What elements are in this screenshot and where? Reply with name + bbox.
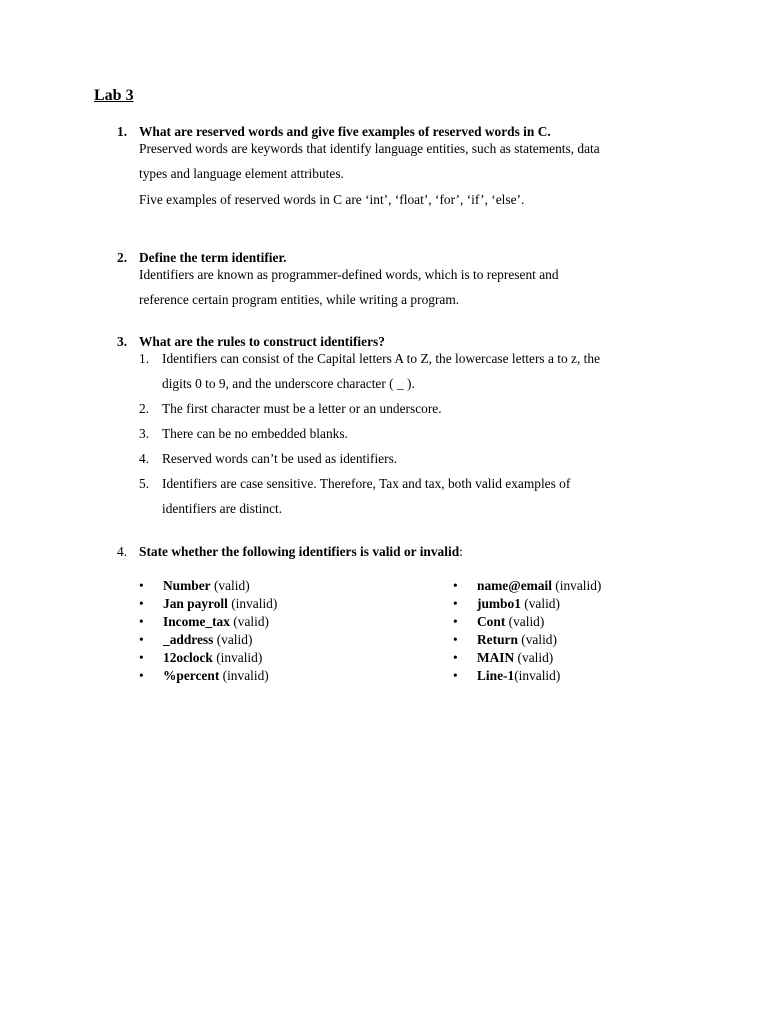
identifier-status: (invalid) — [219, 668, 269, 683]
identifier-name: name@email — [477, 578, 552, 593]
identifier-name: _address — [163, 632, 214, 647]
bullet: • — [139, 632, 144, 647]
identifier-name: Cont — [477, 614, 506, 629]
page-title: Lab 3 — [94, 87, 134, 104]
identifier-status: (valid) — [517, 632, 557, 647]
bullet: • — [139, 578, 144, 593]
rule-number: 4. — [139, 451, 150, 466]
identifier-status: (invalid) — [551, 578, 602, 593]
question-text: Define the term identifier. — [139, 250, 287, 265]
identifier-name: Return — [477, 632, 518, 647]
question-text: What are the rules to construct identifiers? — [139, 334, 385, 349]
answer-line: Preserved words are keywords that identify language entities, such as statements, data — [139, 141, 600, 156]
bullet: • — [453, 650, 458, 665]
question-number: 1. — [117, 124, 128, 139]
rule-text: Reserved words can’t be used as identifiers. — [162, 451, 398, 466]
question-text — [139, 544, 463, 560]
bullet: • — [453, 632, 458, 647]
bullet: • — [453, 596, 458, 611]
bullet: • — [139, 668, 144, 683]
identifier-status: (valid) — [514, 650, 554, 665]
rule-number: 5. — [139, 476, 150, 491]
identifier-status: (invalid) — [514, 668, 561, 683]
rule-text: identifiers are distinct. — [162, 501, 283, 516]
bullet: • — [453, 614, 458, 629]
question-number: 4. — [117, 544, 128, 559]
rule-text: The first character must be a letter or an underscore. — [162, 401, 442, 416]
identifier-status: (valid) — [229, 614, 269, 629]
rule-text: Identifiers can consist of the Capital letters A to Z, the lowercase letters a to z, the — [162, 351, 601, 366]
bullet: • — [139, 614, 144, 629]
rule-number: 3. — [139, 426, 150, 441]
question-text: What are reserved words and give five examples of reserved words in C. — [139, 124, 551, 139]
rule-number: 1. — [139, 351, 150, 366]
identifier-name: jumbo1 — [477, 596, 521, 611]
identifier-status: (valid) — [213, 632, 253, 647]
question-number: 3. — [117, 334, 128, 349]
rule-text: digits 0 to 9, and the underscore character ( _ ). — [162, 376, 415, 391]
identifier-status: (invalid) — [227, 596, 278, 611]
identifier-name: 12oclock — [163, 650, 213, 665]
bullet: • — [453, 578, 458, 593]
identifier-status: (valid) — [505, 614, 545, 629]
rule-text: There can be no embedded blanks. — [162, 426, 348, 441]
identifier-status: (valid) — [520, 596, 560, 611]
rule-number: 2. — [139, 401, 150, 416]
bullet: • — [453, 668, 458, 683]
answer-line: Identifiers are known as programmer-defined words, which is to represent and — [139, 267, 559, 282]
question-text-bold: State whether the following identifiers is valid or invalid — [139, 544, 460, 559]
identifier-name: Number — [163, 578, 211, 593]
question-colon: : — [459, 544, 463, 559]
bullet: • — [139, 596, 144, 611]
answer-line: types and language element attributes. — [139, 166, 344, 181]
bullet: • — [139, 650, 144, 665]
answer-line: Five examples of reserved words in C are ‘int’, ‘float’, ‘for’, ‘if’, ‘else’. — [139, 192, 525, 207]
identifier-name: %percent — [163, 668, 220, 683]
question-number: 2. — [117, 250, 128, 265]
identifier-name: Income_tax — [163, 614, 230, 629]
answer-line: reference certain program entities, while writing a program. — [139, 292, 460, 307]
identifier-status: (invalid) — [212, 650, 263, 665]
identifier-name: Jan payroll — [163, 596, 228, 611]
identifier-name: MAIN — [477, 650, 515, 665]
identifier-name: Line-1 — [477, 668, 515, 683]
identifier-status: (valid) — [210, 578, 250, 593]
rule-text: Identifiers are case sensitive. Therefore, Tax and tax, both valid examples of — [162, 476, 571, 491]
